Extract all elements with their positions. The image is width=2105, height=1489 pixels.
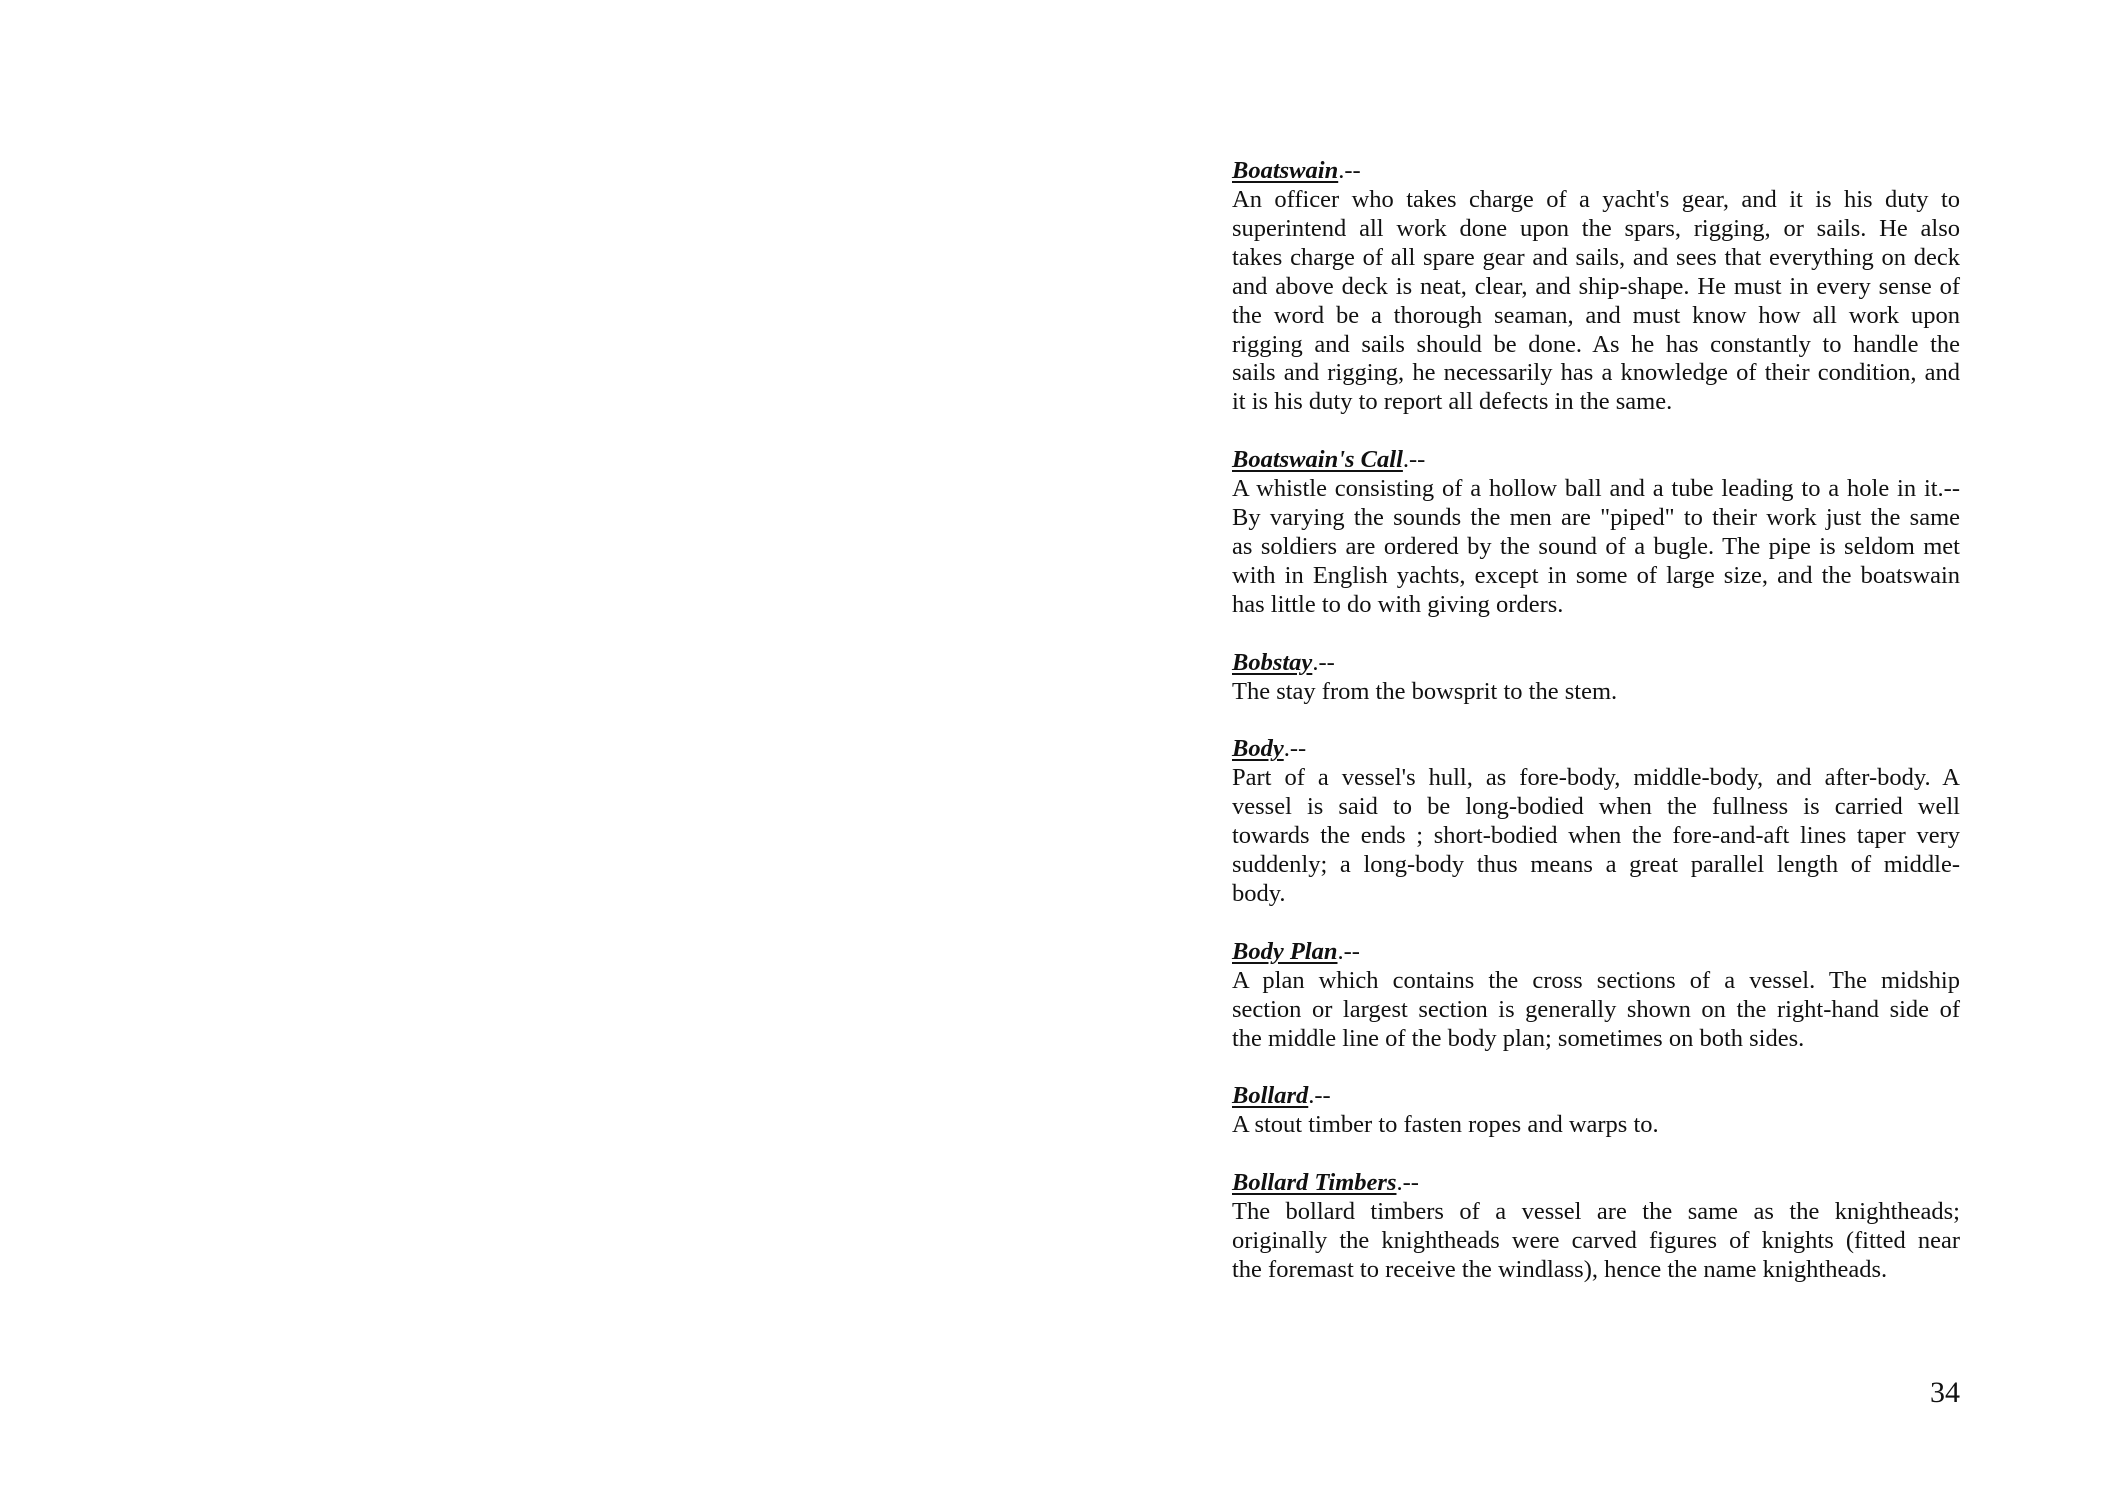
definition-line: sails and rigging, he necessarily has a knowledge of their condition, and bbox=[1232, 359, 1960, 387]
definition-line: superintend all work done upon the spars, rigging, or sails. He also bbox=[1232, 214, 1960, 242]
entry-term-suffix: .-- bbox=[1283, 735, 1307, 763]
entry-term: Boatswain bbox=[1232, 157, 1339, 184]
entry-term: Bollard Timbers bbox=[1232, 1169, 1397, 1197]
definition-line: takes charge of all spare gear and sails, and sees that everything on deck bbox=[1232, 243, 1960, 271]
entry-term: Boatswain's Call bbox=[1232, 446, 1403, 474]
definition-line: with in English yachts, except in some of large size, and the boatswain bbox=[1232, 561, 1960, 589]
entry-term-suffix: .-- bbox=[1337, 937, 1360, 965]
entry-heading bbox=[1232, 446, 1960, 475]
page-number: 34 bbox=[1930, 1376, 1960, 1409]
definition-line: originally the knightheads were carved figures of knights (fitted near bbox=[1232, 1227, 1960, 1255]
glossary-entry bbox=[1232, 157, 1960, 417]
entry-term: Bollard bbox=[1232, 1082, 1309, 1110]
definition-line: towards the ends ; short-bodied when the fore-and-aft lines taper very bbox=[1232, 822, 1960, 850]
entry-heading bbox=[1232, 938, 1960, 967]
definition-line: A stout timber to fasten ropes and warps to. bbox=[1232, 1111, 1659, 1139]
definition-line: section or largest section is generally shown on the right-hand side of bbox=[1232, 995, 1960, 1023]
entry-term-suffix: .-- bbox=[1338, 157, 1361, 184]
definition-line: A whistle consisting of a hollow ball and a tube leading to a hole in it.-- bbox=[1232, 475, 1960, 503]
entry-term-suffix: .-- bbox=[1312, 648, 1335, 676]
definition-line: The bollard timbers of a vessel are the same as the knightheads; bbox=[1232, 1198, 1960, 1226]
entry-term-suffix: .-- bbox=[1308, 1082, 1331, 1110]
definition-line: body. bbox=[1232, 880, 1286, 907]
glossary-entry bbox=[1232, 735, 1960, 909]
entry-term: Body Plan bbox=[1232, 937, 1338, 965]
entry-heading bbox=[1232, 157, 1960, 186]
entry-term: Bobstay bbox=[1232, 648, 1313, 676]
entry-term: Body bbox=[1232, 735, 1284, 763]
definition-line: the middle line of the body plan; sometimes on both sides. bbox=[1232, 1024, 1805, 1052]
definition-line: An officer who takes charge of a yacht's gear, and it is his duty to bbox=[1232, 185, 1960, 213]
entry-heading bbox=[1232, 1169, 1960, 1198]
entry-term-suffix: .-- bbox=[1396, 1169, 1419, 1197]
definition-line: it is his duty to report all defects in the same. bbox=[1232, 388, 1673, 416]
definition-line: and above deck is neat, clear, and ship-shape. He must in every sense of bbox=[1232, 272, 1960, 300]
definition-line: has little to do with giving orders. bbox=[1232, 590, 1564, 618]
glossary-entry bbox=[1232, 649, 1960, 707]
definition-line: the foremast to receive the windlass), hence the name knightheads. bbox=[1232, 1255, 1888, 1283]
definition-line: Part of a vessel's hull, as fore-body, middle-body, and after-body. A bbox=[1232, 764, 1960, 792]
glossary-entry bbox=[1232, 1082, 1960, 1140]
definition-line: A plan which contains the cross sections of a vessel. The midship bbox=[1232, 966, 1960, 994]
definition-line: vessel is said to be long-bodied when the fullness is carried well bbox=[1232, 793, 1960, 821]
definition-line: By varying the sounds the men are "piped" to their work just the same bbox=[1232, 504, 1960, 532]
glossary-entry bbox=[1232, 1169, 1960, 1285]
definition-line: rigging and sails should be done. As he has constantly to handle the bbox=[1232, 330, 1960, 358]
entry-heading bbox=[1232, 735, 1960, 764]
glossary-entry bbox=[1232, 938, 1960, 1054]
glossary-entry bbox=[1232, 446, 1960, 620]
entry-heading bbox=[1232, 1082, 1960, 1111]
glossary-page bbox=[1232, 157, 1960, 1314]
definition-line: the word be a thorough seaman, and must know how all work upon bbox=[1232, 301, 1960, 329]
definition-line: suddenly; a long-body thus means a great parallel length of middle- bbox=[1232, 851, 1960, 879]
entry-term-suffix: .-- bbox=[1402, 446, 1426, 474]
entry-heading bbox=[1232, 649, 1960, 678]
definition-line: as soldiers are ordered by the sound of a bugle. The pipe is seldom met bbox=[1232, 532, 1960, 560]
definition-line: The stay from the bowsprit to the stem. bbox=[1232, 677, 1618, 705]
